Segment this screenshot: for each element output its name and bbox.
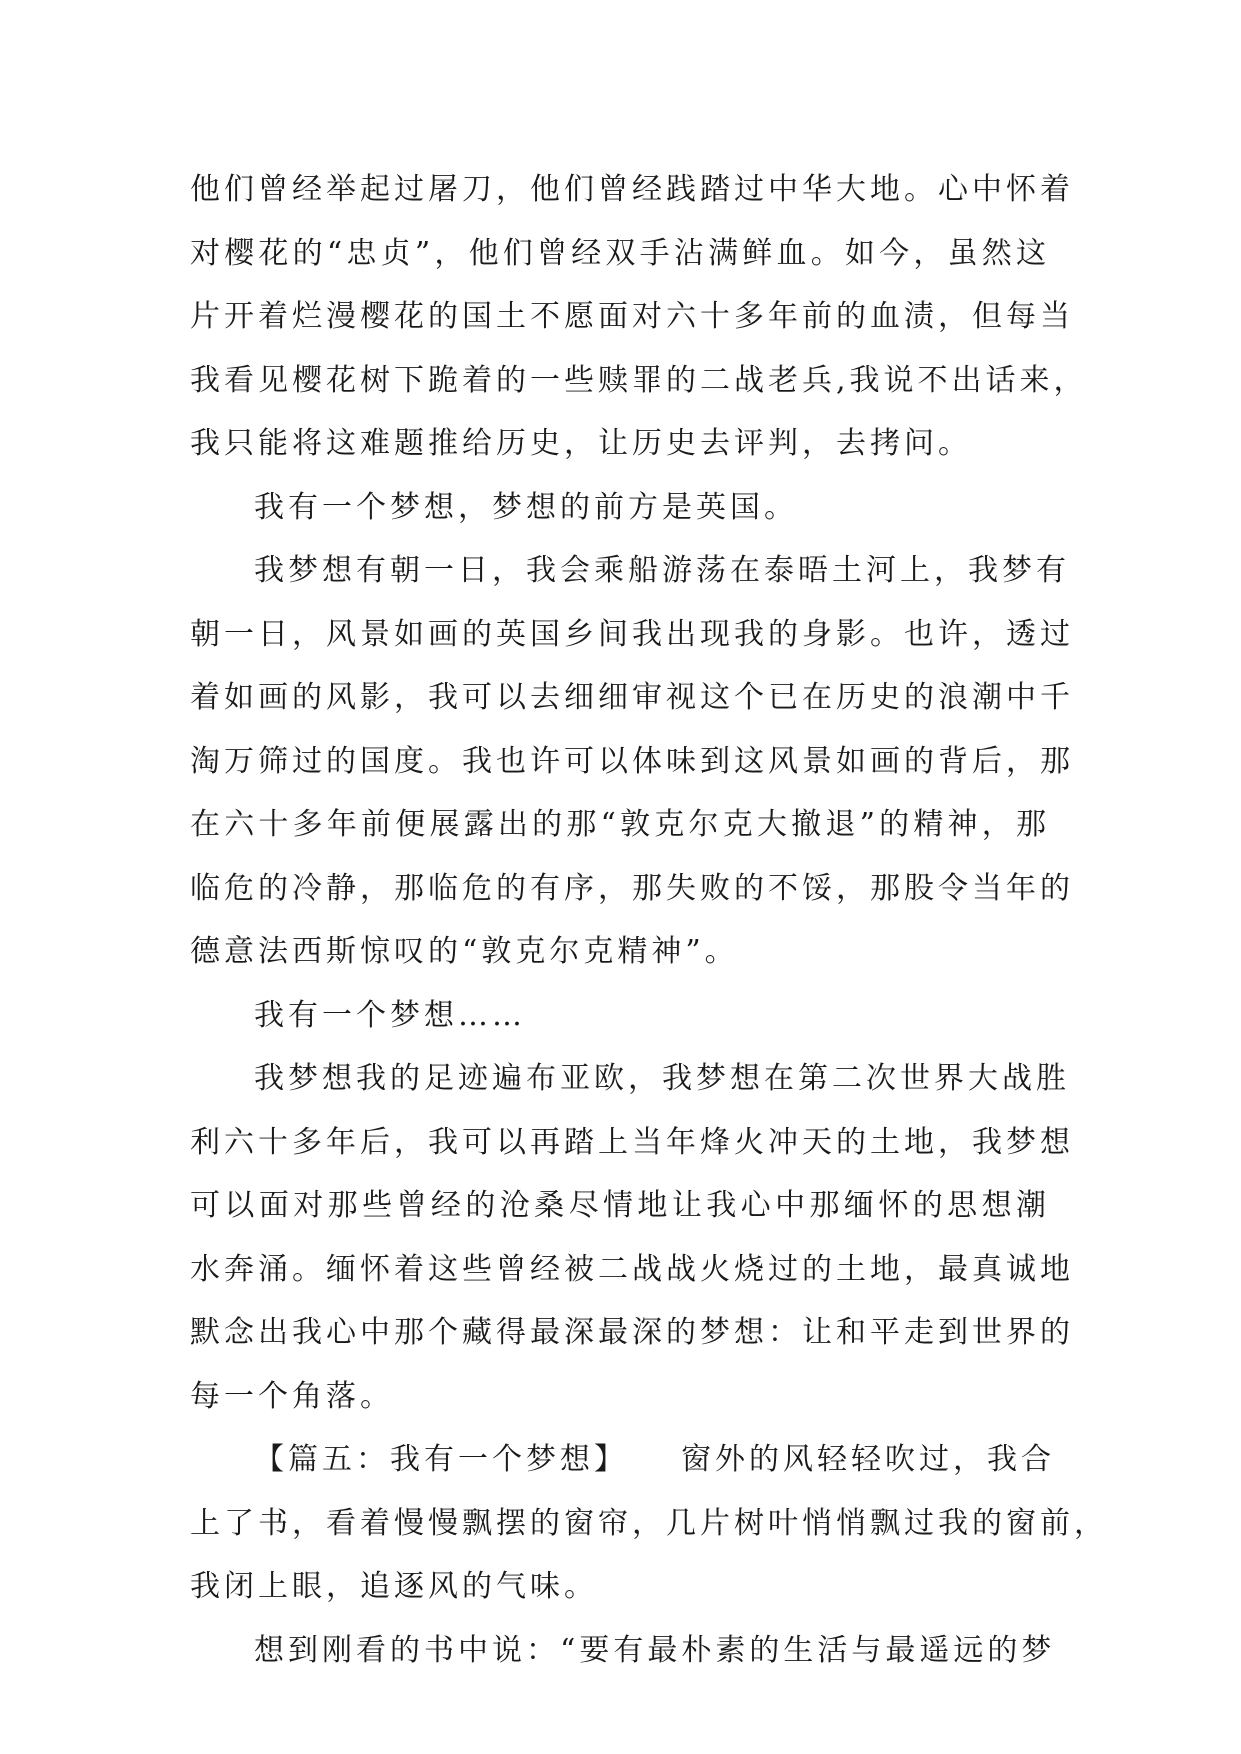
text-line [190, 920, 1050, 984]
line-text: 水奔涌。缅怀着这些曾经被二战战火烧过的土地，最真诚地 [190, 1251, 1074, 1287]
text-line [190, 603, 1074, 667]
line-text: 对樱花的“忠贞”，他们曾经双手沾满鲜血。如今，虽然这 [190, 235, 1050, 271]
text-line [190, 412, 1050, 476]
document-body [190, 158, 1108, 1682]
text-line [190, 857, 1074, 921]
text-line [190, 158, 1074, 222]
text-line [190, 1492, 1108, 1556]
line-text: 片开着烂漫樱花的国土不愿面对六十多年前的血渍，但每当 [190, 299, 1074, 334]
line-text: 默念出我心中那个藏得最深最深的梦想：让和平走到世界的 [190, 1315, 1074, 1350]
text-line [190, 1365, 1050, 1429]
line-text: 可以面对那些曾经的沧桑尽情地让我心中那缅怀的思想潮 [190, 1188, 1050, 1223]
text-line [190, 349, 1088, 413]
text-line [190, 476, 1050, 540]
text-line [190, 1238, 1074, 1302]
line-text: 利六十多年后，我可以再踏上当年烽火冲天的土地，我梦想 [190, 1124, 1074, 1160]
text-line [190, 1555, 1050, 1619]
line-text: 在六十多年前便展露出的那“敦克尔克大撤退”的精神，那 [190, 807, 1050, 842]
line-text: 朝一日，风景如画的英国乡间我出现我的身影。也许，透过 [190, 616, 1074, 652]
text-line [190, 793, 1050, 857]
line-text: 淘万筛过的国度。我也许可以体味到这风景如画的背后，那 [190, 743, 1074, 779]
line-text: 我有一个梦想，梦想的前方是英国。 [254, 489, 798, 525]
line-text: 上了书，看着慢慢飘摆的窗帘，几片树叶悄悄飘过我的窗前， [190, 1505, 1108, 1541]
text-line [190, 222, 1050, 286]
text-line [190, 1111, 1074, 1175]
line-text: 我闭上眼，追逐风的气味。 [190, 1569, 598, 1604]
line-text: 【篇五：我有一个梦想】 窗外的风轻轻吹过，我合 [254, 1442, 1055, 1477]
line-text: 他们曾经举起过屠刀，他们曾经践踏过中华大地。心中怀着 [190, 172, 1074, 207]
line-text: 每一个角落。 [190, 1378, 394, 1414]
text-line [190, 1619, 1056, 1683]
line-text: 我有一个梦想…… [254, 997, 526, 1033]
line-text: 我梦想我的足迹遍布亚欧，我梦想在第二次世界大战胜 [254, 1061, 1070, 1096]
text-line [190, 984, 1050, 1048]
text-line [190, 539, 1070, 603]
line-text: 我梦想有朝一日，我会乘船游荡在泰晤土河上，我梦有 [254, 553, 1070, 588]
line-text: 临危的冷静，那临危的有序，那失败的不馁，那股令当年的 [190, 870, 1074, 906]
text-line [190, 730, 1074, 794]
text-line [190, 1047, 1070, 1111]
line-text: 想到刚看的书中说：“要有最朴素的生活与最遥远的梦 [254, 1632, 1056, 1668]
text-line [190, 285, 1074, 349]
line-text: 德意法西斯惊叹的“敦克尔克精神”。 [190, 934, 739, 969]
line-text: 我看见樱花树下跪着的一些赎罪的二战老兵,我说不出话来， [190, 362, 1088, 398]
text-line [190, 1301, 1074, 1365]
text-line [190, 666, 1074, 730]
line-text: 我只能将这难题推给历史，让历史去评判，去拷问。 [190, 426, 972, 461]
line-text: 着如画的风影，我可以去细细审视这个已在历史的浪潮中千 [190, 680, 1074, 715]
text-line [190, 1428, 1055, 1492]
text-line [190, 1174, 1050, 1238]
